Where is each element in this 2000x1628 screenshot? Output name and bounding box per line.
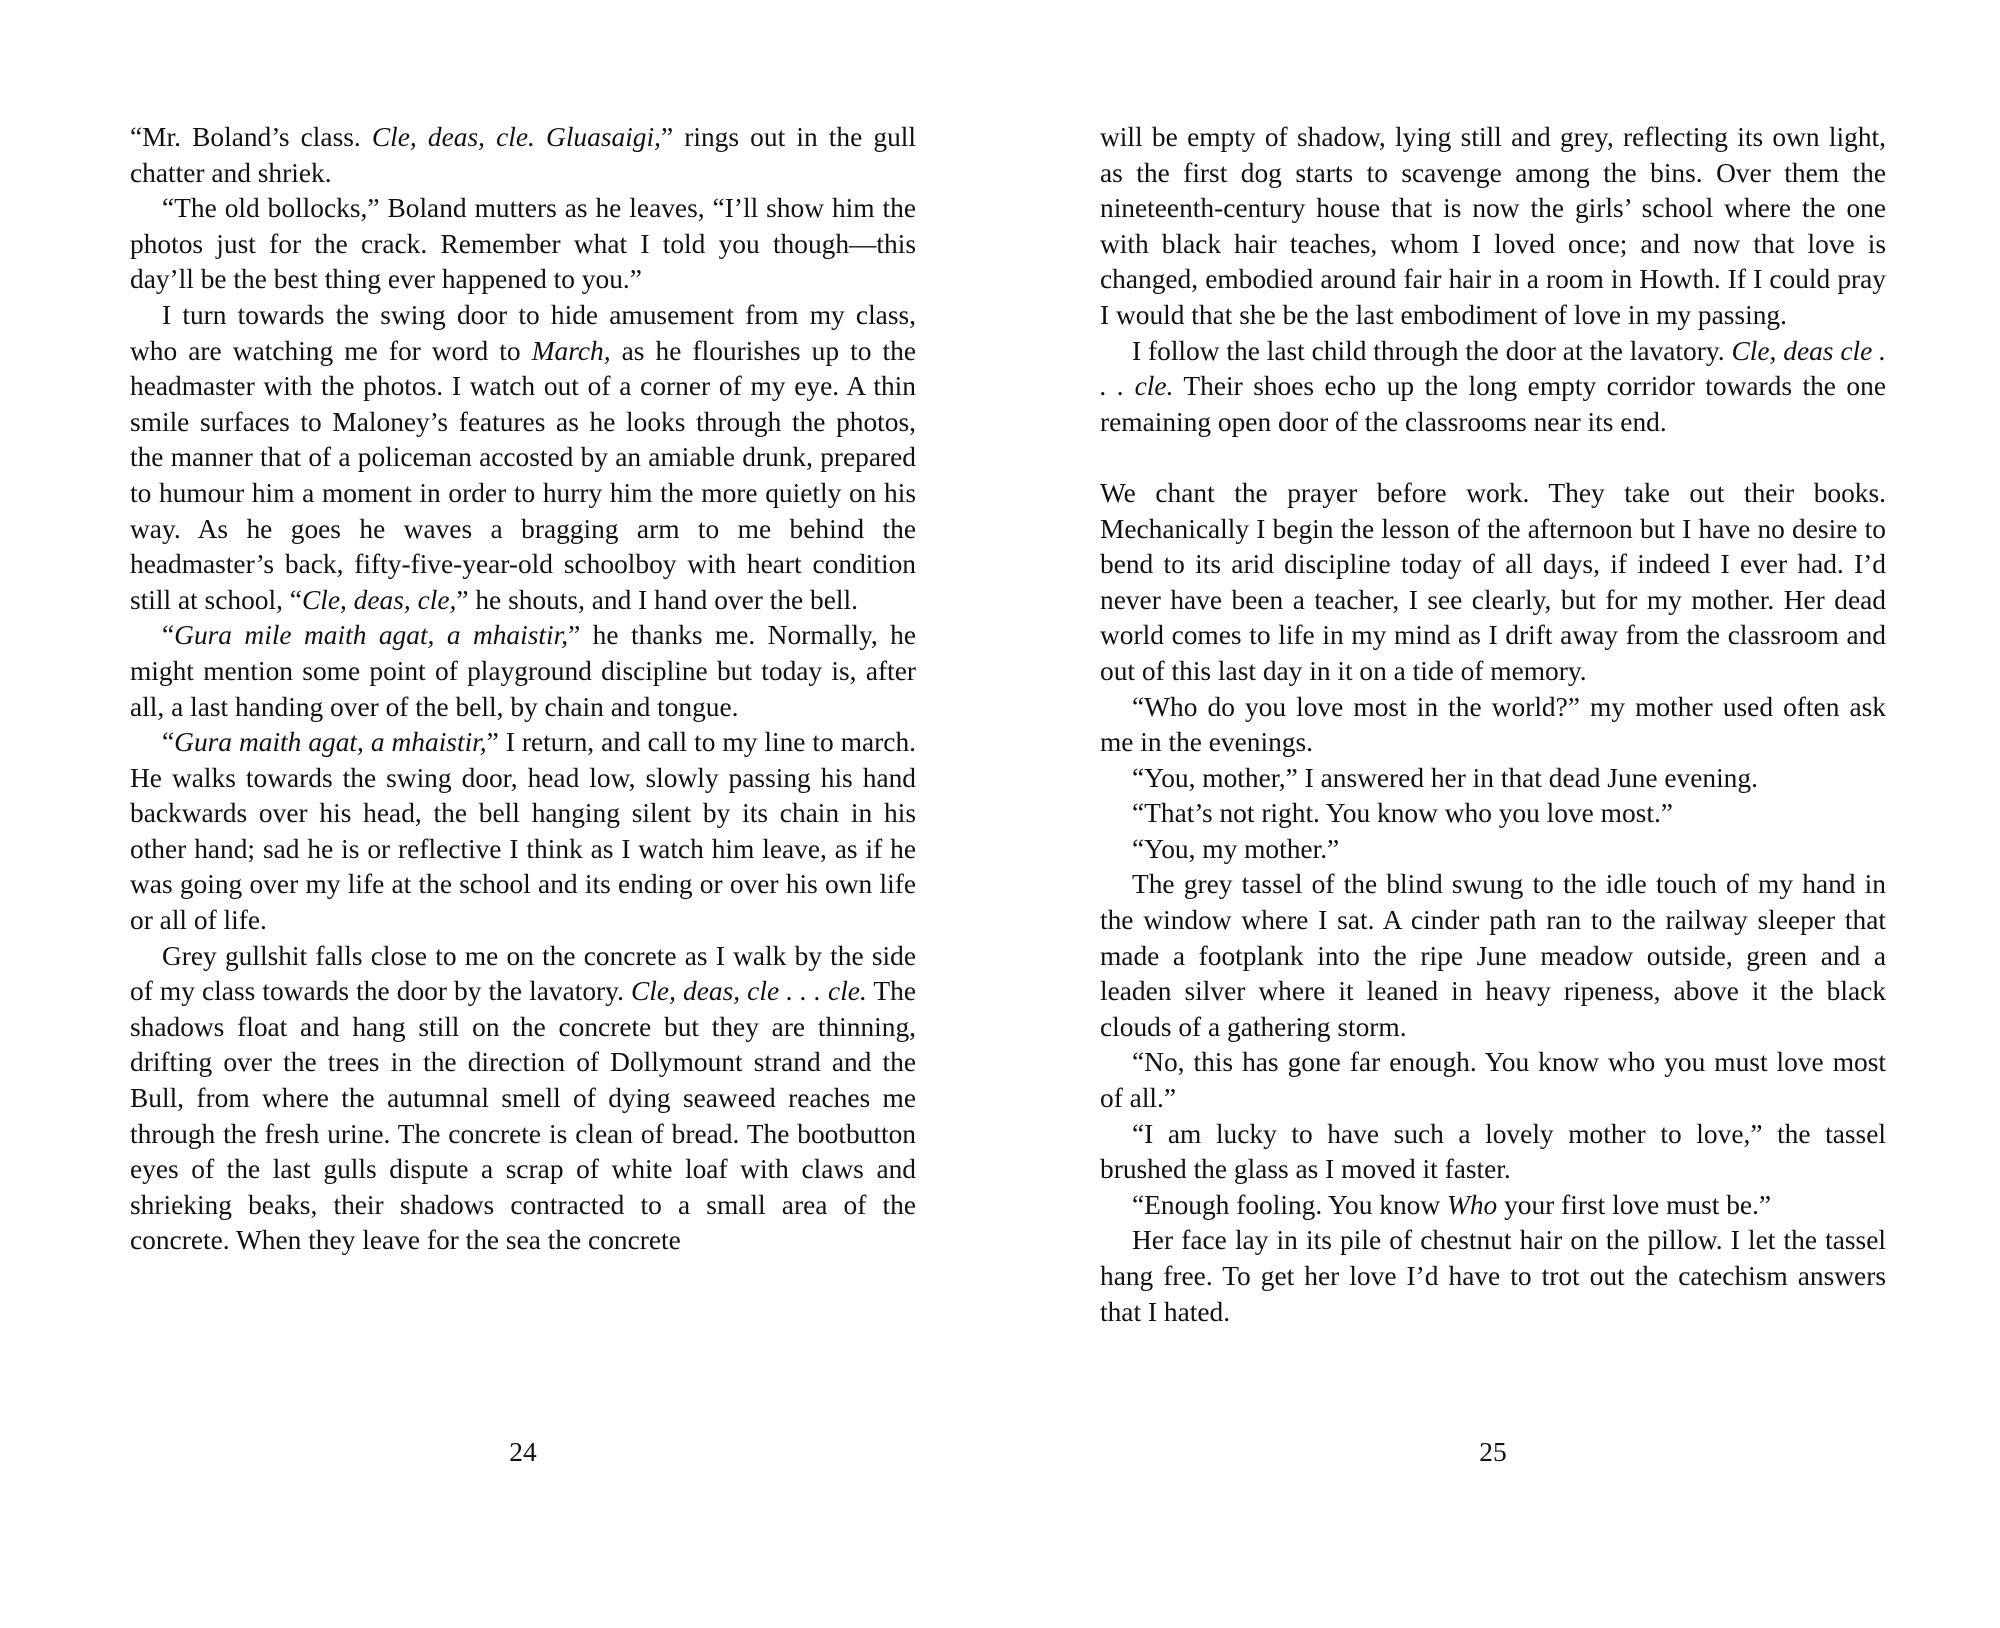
text-run: The shadows float and hang still on the concrete but they are thinning, drifting over the trees in the direction of Dollymount strand and the Bull, from where the autumnal smell of dying seaweed reaches me through the fresh urine. The concrete is clean of bread. The bootbutton eyes of the last gulls dispute a scrap of white loaf with claws and shrieking beaks, their shadows contracted to a small area of the concrete. When they leave for the sea the concrete — [130, 976, 917, 1256]
italic-text: Gura mile maith agat, a mhaistir, — [174, 620, 569, 651]
paragraph — [1100, 476, 1886, 690]
text-run: “Who do you love most in the world?” my mother used often ask me in the evenings. — [1100, 691, 1886, 758]
paragraph — [130, 725, 916, 939]
paragraph — [130, 939, 916, 1259]
text-run: Grey gullshit falls close to me on the concrete as I walk by the side of my class towards the door by the lavatory. — [130, 940, 916, 1007]
paragraph — [1100, 1045, 1886, 1116]
text-run: “ — [162, 727, 175, 758]
text-run: “Mr. Boland’s class. — [130, 122, 372, 152]
page-number-left: 24 — [509, 1437, 537, 1467]
text-run: will be empty of shadow, lying still and grey, reflecting its own light, as the first dog starts to scavenge among the bins. Over them the nineteenth-century house that is now the girls’ school where the one with black hair teaches, whom I loved once; and now that love is changed, embodied around fair hair in a room in Howth. If I could pray I would that she be the last embodiment of love in my passing. — [1100, 122, 1886, 330]
italic-text: Cle, deas cle . . . cle. — [1100, 335, 1886, 402]
text-run: as he flourishes up to the headmaster with the photos. I watch out of a corner of my eye. A thin smile surfaces to Maloney’s features as he looks through the photos, the manner that of a policeman accosted by an amiable drunk, prepared to humour him a moment in order to hurry him the more quietly on his way. As he goes he waves a bragging arm to me behind the headmaster’s back, fifty-five-year-old schoolboy with heart condition still at school, “ — [130, 335, 916, 615]
text-run: ” he thanks me. Normally, he might mention some point of playground discipline but today is, after all, a last handing over of the bell, by chain and tongue. — [130, 620, 916, 722]
text-run: ” I return, and call to my line to march. He walks towards the swing door, head low, slowly passing his hand backwards over his head, the bell hanging silent by its chain in his other hand; sad he is or reflective I think as I watch him leave, as if he was going over my life at the school and its ending or over his own life or all of life. — [130, 727, 916, 936]
text-run: The grey tassel of the blind swung to the idle touch of my hand in the window where I sat. A cinder path ran to the railway sleeper that made a footplank into the ripe June meadow outside, green and a leaden silver where it leaned in heavy ripeness, above it the black clouds of a gathering storm. — [1100, 869, 1886, 1042]
left-page-text — [130, 120, 916, 1259]
paragraph — [1100, 1223, 1886, 1330]
italic-text: Cle, deas, cle. Gluasaigi, — [371, 122, 661, 152]
italic-text: Gura maith agat, a mhaistir, — [174, 727, 487, 758]
text-run: “The old bollocks,” Boland mutters as he leaves, “I’ll show him the photos just for the crack. Remember what I told you though—this day’ll be the best thing ever happened to you.” — [130, 193, 916, 295]
text-run: “You, mother,” I answered her in that dead June evening. — [1132, 762, 1758, 793]
italic-text: Who — [1447, 1189, 1498, 1220]
paragraph — [130, 618, 916, 725]
paragraph — [1100, 867, 1886, 1045]
paragraph — [1100, 334, 1886, 441]
paragraph — [1100, 120, 1886, 334]
text-run: Her face lay in its pile of chestnut hair on the pillow. I let the tassel hang free. To get her love I’d have to trot out the catechism answers that I hated. — [1100, 1225, 1886, 1327]
text-run: ” rings out in the gull chatter and shriek. — [130, 122, 917, 188]
paragraph — [1100, 1188, 1886, 1224]
text-run: “ — [162, 620, 175, 651]
text-run: “No, this has gone far enough. You know who you must love most of all.” — [1100, 1047, 1886, 1114]
paragraph — [1100, 690, 1886, 761]
page-number-right: 25 — [1479, 1437, 1507, 1467]
right-page-text — [1100, 120, 1886, 1330]
text-run: I turn towards the swing door to hide amusement from my class, who are watching me for word to — [130, 299, 916, 366]
paragraph — [130, 120, 916, 191]
text-run: I follow the last child through the door at the lavatory. — [1132, 335, 1732, 366]
text-run: “I am lucky to have such a lovely mother to love,” the tassel brushed the glass as I moved it faster. — [1100, 1118, 1886, 1185]
text-run: your first love must be.” — [1497, 1189, 1772, 1220]
text-run: “That’s not right. You know who you love most.” — [1132, 798, 1673, 829]
italic-text: Cle, deas, cle, — [301, 584, 457, 615]
paragraph — [1100, 796, 1886, 832]
paragraph — [130, 191, 916, 298]
right-page — [1100, 120, 1886, 1467]
text-run: “You, my mother.” — [1132, 833, 1340, 864]
italic-text: March, — [531, 335, 611, 366]
paragraph — [1100, 761, 1886, 797]
paragraph — [130, 298, 916, 618]
italic-text: Cle, deas, cle . . . cle. — [631, 976, 867, 1007]
left-page — [130, 120, 917, 1467]
paragraph — [1100, 1117, 1886, 1188]
paragraph — [1100, 832, 1886, 868]
text-run: “Enough fooling. You know — [1132, 1189, 1448, 1220]
text-run: We chant the prayer before work. They take out their books. Mechanically I begin the lesson of the afternoon but I have no desire to bend to its arid discipline today of all days, if indeed I ever had. I’d never have been a teacher, I see clearly, but for my mother. Her dead world comes to life in my mind as I drift away from the classroom and out of this last day in it on a tide of memory. — [1100, 477, 1886, 686]
text-run: ” he shouts, and I hand over the bell. — [456, 584, 858, 615]
text-run: Their shoes echo up the long empty corridor towards the one remaining open door of the classrooms near its end. — [1100, 371, 1886, 437]
